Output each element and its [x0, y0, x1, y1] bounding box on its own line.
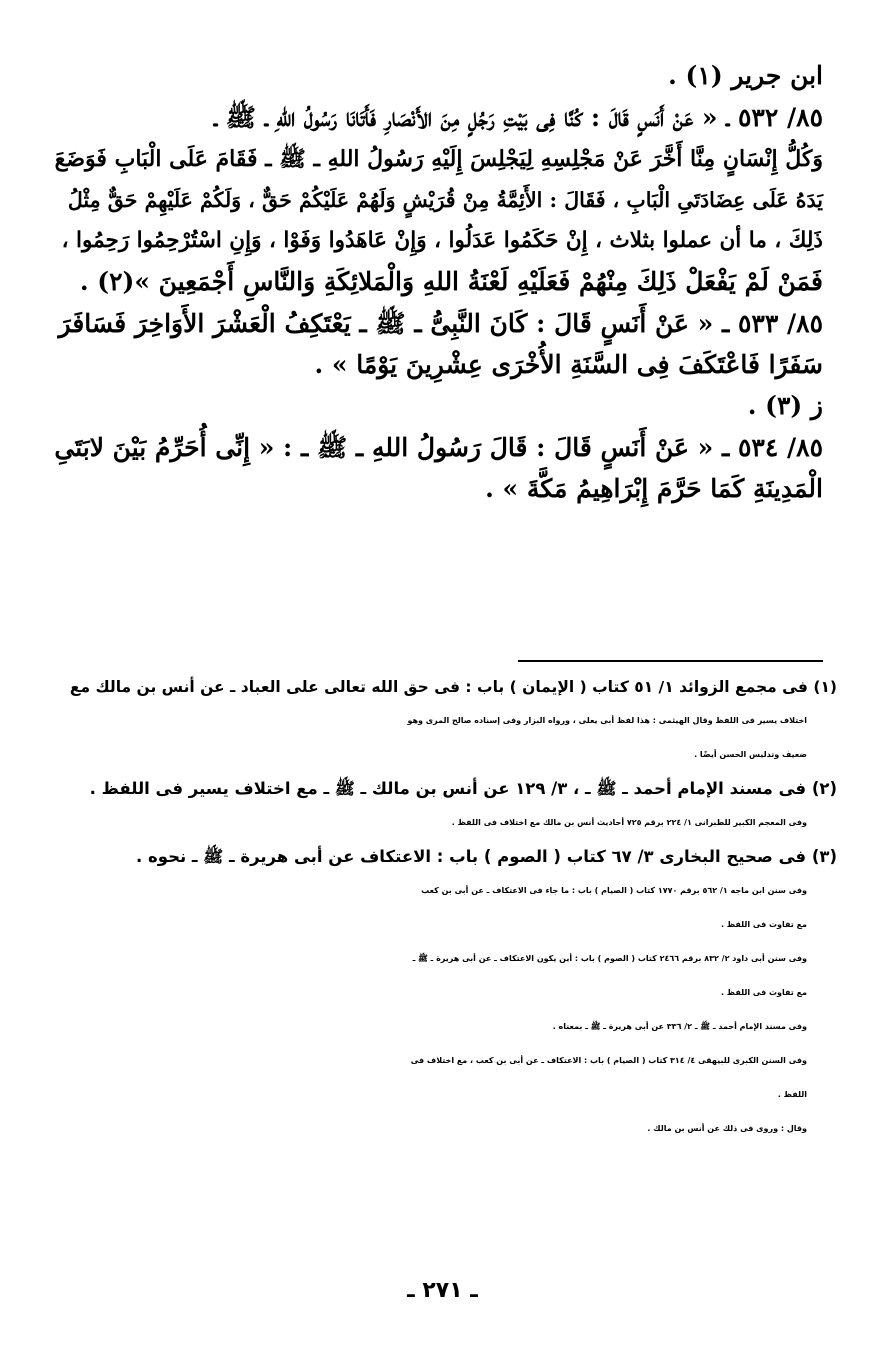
footnote-line: وفى مسند الإمام أحمد ـ ﷺ ـ ٢/ ٣٣٦ عن أبى هريرة ـ ﷺ ـ بمعناه .	[552, 1022, 807, 1031]
footnote-line: مع تفاوت فى اللفظ .	[720, 920, 807, 929]
intro-line: ابن جرير (١) .	[668, 61, 823, 90]
page-number: ـ ٢٧١ ـ	[407, 1278, 478, 1303]
footnote-1	[47, 676, 837, 766]
hadith-line: يَدَهُ عَلَى عِضَادَتَىِ الْبَابِ ، فَقَالَ : الأَئِمَّةُ مِنْ قُرَيْشٍ وَلَهُمْ عَلَيْكُمْ حَقٌّ ، وَلَكُمْ عَلَيْهِمْ حَقٌّ مِثْلُ	[67, 188, 823, 212]
footnote-line: مع تفاوت فى اللفظ .	[720, 988, 807, 997]
hadith-532	[51, 102, 823, 298]
hadith-533	[51, 308, 823, 422]
footnote-line: وفى السنن الكبرى للبيهقى ٤/ ٣١٤ كتاب ( الصيام ) باب : الاعتكاف ـ عن أبى بن كعب ، مع اختلاف فى	[410, 1056, 807, 1065]
footnote-line: اختلاف يسير فى اللفظ وقال الهيثمى : هذا لفظ أبى يعلى ، ورواه البزار وفى إسناده صالح المرى وهو	[407, 716, 807, 725]
hadith-line: ٨٥/ ٥٣٣ ـ « عَنْ أَنَسٍ قَالَ : كَانَ النَّبِىُّ ـ ﷺ ـ يَعْتَكِفُ الْعَشْرَ الأَوَاخِرَ فَسَافَرَ	[58, 309, 823, 338]
hadith-line: فَمَنْ لَمْ يَفْعَلْ ذَلِكَ مِنْهُمْ فَعَلَيْهِ لَعْنَةُ اللهِ وَالْمَلائِكَةِ وَالنَّاسِ أَجْمَعِينَ »(٢) .	[79, 267, 823, 296]
hadith-534	[51, 432, 823, 505]
hadith-line: ذَلِكَ ، ما أن عملوا بثلاث ، إِنْ حَكَمُوا عَدَلُوا ، وَإِنْ عَاهَدُوا وَفَوْا ، وَإِنِ اسْتُرْحِمُوا رَحِمُوا ،	[61, 228, 823, 253]
footnote-line: ضعيف وتدليس الحسن أيضًا .	[694, 750, 807, 759]
source-marker: ز (٣) .	[747, 391, 823, 420]
footnote-2	[47, 778, 837, 834]
footnote-line: (٢) فى مسند الإمام أحمد ـ ﷺ ـ ، ٣/ ١٢٩ عن أنس بن مالك ـ ﷺ ـ مع اختلاف يسير فى اللفظ .	[89, 779, 837, 798]
hadith-line: سَفَرًا فَاعْتَكَفَ فِى السَّنَةِ الأُخْرَى عِشْرِينَ يَوْمًا » .	[314, 350, 823, 379]
footnote-line: وفى سنن ابن ماجه ١/ ٥٦٢ برقم ١٧٧٠ كتاب ( الصيام ) باب : ما جاء فى الاعتكاف ـ عن أبى بن كعب	[421, 886, 807, 895]
footnote-line: وفى سنن أبى داود ٢/ ٨٣٢ برقم ٢٤٦٦ كتاب ( الصوم ) باب : أين يكون الاعتكاف ـ عن أبى هريرة ـ ﷺ ـ	[412, 954, 807, 963]
footnotes	[47, 676, 837, 1152]
footnote-line: (١) فى مجمع الزوائد ١/ ٥١ كتاب ( الإيمان ) باب : فى حق الله تعالى على العباد ـ عن أنس بن مالك مع	[69, 678, 837, 696]
footnote-line: وفى المعجم الكبير للطبرانى ١/ ٢٢٤ برقم ٧٢٥ أحاديث أنس بن مالك مع اختلاف فى اللفظ .	[451, 818, 807, 827]
footnote-separator	[518, 660, 823, 662]
footnote-line: (٣) فى صحيح البخارى ٣/ ٦٧ كتاب ( الصوم ) باب : الاعتكاف عن أبى هريرة ـ ﷺ ـ نحوه .	[135, 847, 837, 866]
hadith-line: ٨٥/ ٥٣٢ ـ « عَنْ أَنَسٍ قَالَ : كُنَّا فِى بَيْتِ رَجُلٍ مِنَ الأَنْصَارِ فَأَتَانَا رَسُولُ اللهِ ـ ﷺ ـ	[213, 103, 823, 132]
hadith-line: وَكُلُّ إِنْسَانٍ مِنَّا أَخَّرَ عَنْ مَجْلِسِهِ لِيَجْلِسَ إِلَيْهِ رَسُولُ اللهِ ـ ﷺ ـ فَقَامَ عَلَى الْبَابِ فَوَضَعَ	[54, 146, 823, 172]
footnote-line: وقال : وروى فى ذلك عن أنس بن مالك .	[647, 1124, 807, 1133]
footnote-line: اللفظ .	[777, 1090, 807, 1099]
hadith-line: ٨٥/ ٥٣٤ ـ « عَنْ أَنَسٍ قَالَ : قَالَ رَسُولُ اللهِ ـ ﷺ ـ : « إِنِّى أُحَرِّمُ بَيْنَ لابَتَىِ	[54, 433, 823, 462]
main-text	[51, 60, 823, 515]
footnote-3	[47, 846, 837, 1140]
hadith-line: الْمَدِينَةِ كَمَا حَرَّمَ إِبْرَاهِيمُ مَكَّةَ » .	[485, 474, 823, 503]
